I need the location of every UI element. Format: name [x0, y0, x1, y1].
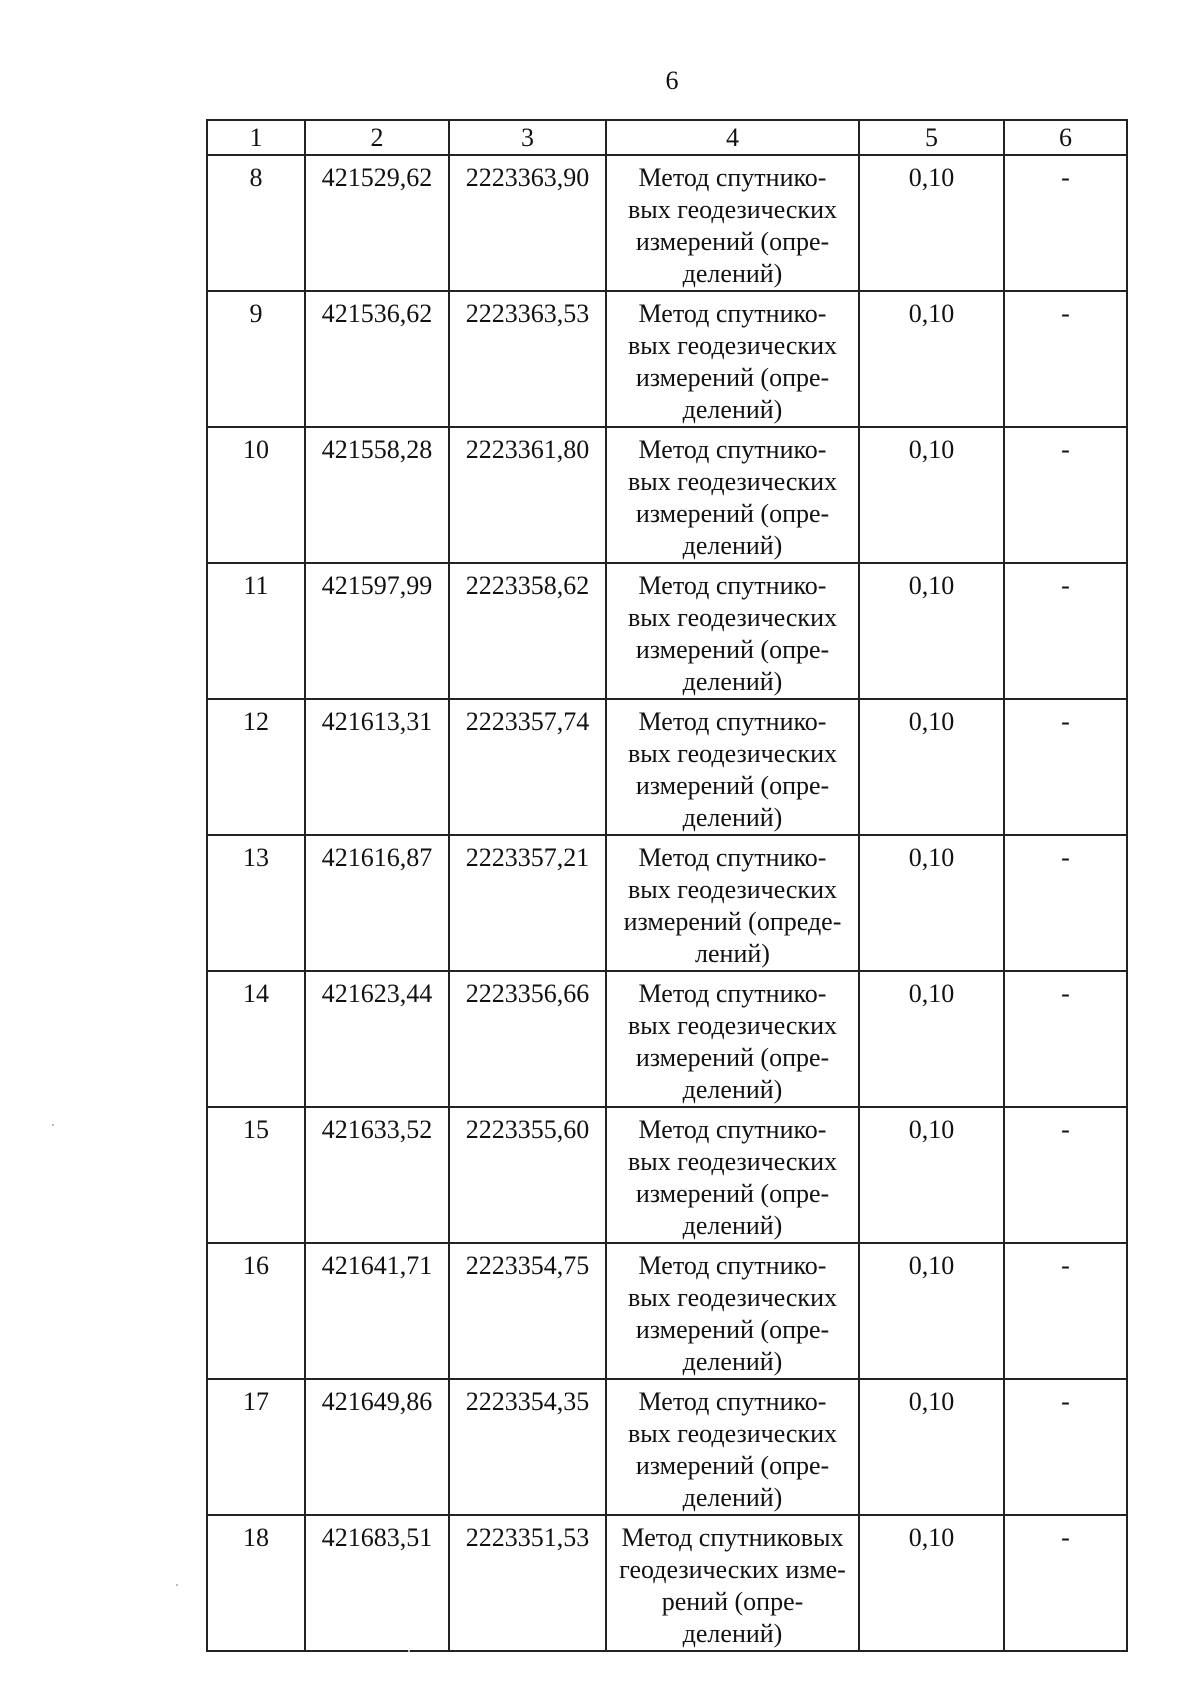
- note-cell: -: [1004, 971, 1127, 1107]
- table-row: [207, 699, 1127, 835]
- accuracy-cell: 0,10: [859, 427, 1004, 563]
- coordinate-y-cell: 2223355,60: [449, 1107, 606, 1243]
- method-cell: Метод спутниковых геодезических изме- рений (опре- делений): [606, 1515, 859, 1651]
- coordinate-x-cell: 421558,28: [305, 427, 449, 563]
- method-cell: Метод спутнико- вых геодезических измерений (опре- делений): [606, 291, 859, 427]
- page-number: 6: [665, 66, 679, 95]
- method-cell: Метод спутнико- вых геодезических измерений (опре- делений): [606, 563, 859, 699]
- point-number-cell: 16: [207, 1243, 305, 1379]
- note-cell: -: [1004, 1243, 1127, 1379]
- table-row: [207, 971, 1127, 1107]
- table-row: [207, 1243, 1127, 1379]
- coordinate-y-cell: 2223363,53: [449, 291, 606, 427]
- table-row: [207, 1379, 1127, 1515]
- coordinate-x-cell: 421529,62: [305, 155, 449, 291]
- point-number-cell: 18: [207, 1515, 305, 1651]
- accuracy-cell: 0,10: [859, 1379, 1004, 1515]
- point-number-cell: 8: [207, 155, 305, 291]
- accuracy-cell: 0,10: [859, 563, 1004, 699]
- note-cell: -: [1004, 699, 1127, 835]
- column-header: 4: [606, 120, 859, 155]
- accuracy-cell: 0,10: [859, 699, 1004, 835]
- method-cell: Метод спутнико- вых геодезических измерений (опре- делений): [606, 699, 859, 835]
- coordinate-y-cell: 2223357,21: [449, 835, 606, 971]
- point-number-cell: 9: [207, 291, 305, 427]
- column-header: 5: [859, 120, 1004, 155]
- note-cell: -: [1004, 835, 1127, 971]
- method-cell: Метод спутнико- вых геодезических измерений (опре- делений): [606, 155, 859, 291]
- note-cell: -: [1004, 1515, 1127, 1651]
- coordinate-x-cell: 421616,87: [305, 835, 449, 971]
- coordinate-x-cell: 421536,62: [305, 291, 449, 427]
- accuracy-cell: 0,10: [859, 1515, 1004, 1651]
- table-row: [207, 291, 1127, 427]
- table-header-row: [207, 120, 1127, 155]
- table-row: [207, 1107, 1127, 1243]
- coordinate-y-cell: 2223363,90: [449, 155, 606, 291]
- coordinates-table: [206, 119, 1128, 1652]
- coordinate-y-cell: 2223351,53: [449, 1515, 606, 1651]
- coordinate-x-cell: 421597,99: [305, 563, 449, 699]
- point-number-cell: 15: [207, 1107, 305, 1243]
- scan-speck: [52, 1124, 54, 1126]
- method-cell: Метод спутнико- вых геодезических измерений (опре- делений): [606, 1379, 859, 1515]
- column-header: 6: [1004, 120, 1127, 155]
- point-number-cell: 10: [207, 427, 305, 563]
- coordinate-y-cell: 2223354,35: [449, 1379, 606, 1515]
- column-header: 3: [449, 120, 606, 155]
- point-number-cell: 17: [207, 1379, 305, 1515]
- scan-speck: [176, 1584, 178, 1586]
- table-body: [207, 155, 1127, 1651]
- coordinate-y-cell: 2223361,80: [449, 427, 606, 563]
- method-cell: Метод спутнико- вых геодезических измерений (опре- делений): [606, 1107, 859, 1243]
- table-row: [207, 1515, 1127, 1651]
- method-cell: Метод спутнико- вых геодезических измерений (опреде- лений): [606, 835, 859, 971]
- table-row: [207, 563, 1127, 699]
- note-cell: -: [1004, 291, 1127, 427]
- method-cell: Метод спутнико- вых геодезических измерений (опре- делений): [606, 427, 859, 563]
- note-cell: -: [1004, 563, 1127, 699]
- accuracy-cell: 0,10: [859, 1243, 1004, 1379]
- coordinate-y-cell: 2223354,75: [449, 1243, 606, 1379]
- scan-speck: [408, 1650, 410, 1652]
- coordinate-y-cell: 2223358,62: [449, 563, 606, 699]
- table-row: [207, 427, 1127, 563]
- coordinate-x-cell: 421633,52: [305, 1107, 449, 1243]
- note-cell: -: [1004, 427, 1127, 563]
- note-cell: -: [1004, 1379, 1127, 1515]
- note-cell: -: [1004, 155, 1127, 291]
- point-number-cell: 13: [207, 835, 305, 971]
- coordinate-y-cell: 2223356,66: [449, 971, 606, 1107]
- table-row: [207, 835, 1127, 971]
- accuracy-cell: 0,10: [859, 291, 1004, 427]
- column-header: 2: [305, 120, 449, 155]
- accuracy-cell: 0,10: [859, 155, 1004, 291]
- coordinate-x-cell: 421641,71: [305, 1243, 449, 1379]
- table-row: [207, 155, 1127, 291]
- accuracy-cell: 0,10: [859, 835, 1004, 971]
- coordinate-y-cell: 2223357,74: [449, 699, 606, 835]
- coordinate-x-cell: 421649,86: [305, 1379, 449, 1515]
- method-cell: Метод спутнико- вых геодезических измерений (опре- делений): [606, 1243, 859, 1379]
- accuracy-cell: 0,10: [859, 1107, 1004, 1243]
- note-cell: -: [1004, 1107, 1127, 1243]
- coordinate-x-cell: 421613,31: [305, 699, 449, 835]
- point-number-cell: 11: [207, 563, 305, 699]
- column-header: 1: [207, 120, 305, 155]
- method-cell: Метод спутнико- вых геодезических измерений (опре- делений): [606, 971, 859, 1107]
- coordinate-x-cell: 421683,51: [305, 1515, 449, 1651]
- coordinate-x-cell: 421623,44: [305, 971, 449, 1107]
- point-number-cell: 12: [207, 699, 305, 835]
- point-number-cell: 14: [207, 971, 305, 1107]
- accuracy-cell: 0,10: [859, 971, 1004, 1107]
